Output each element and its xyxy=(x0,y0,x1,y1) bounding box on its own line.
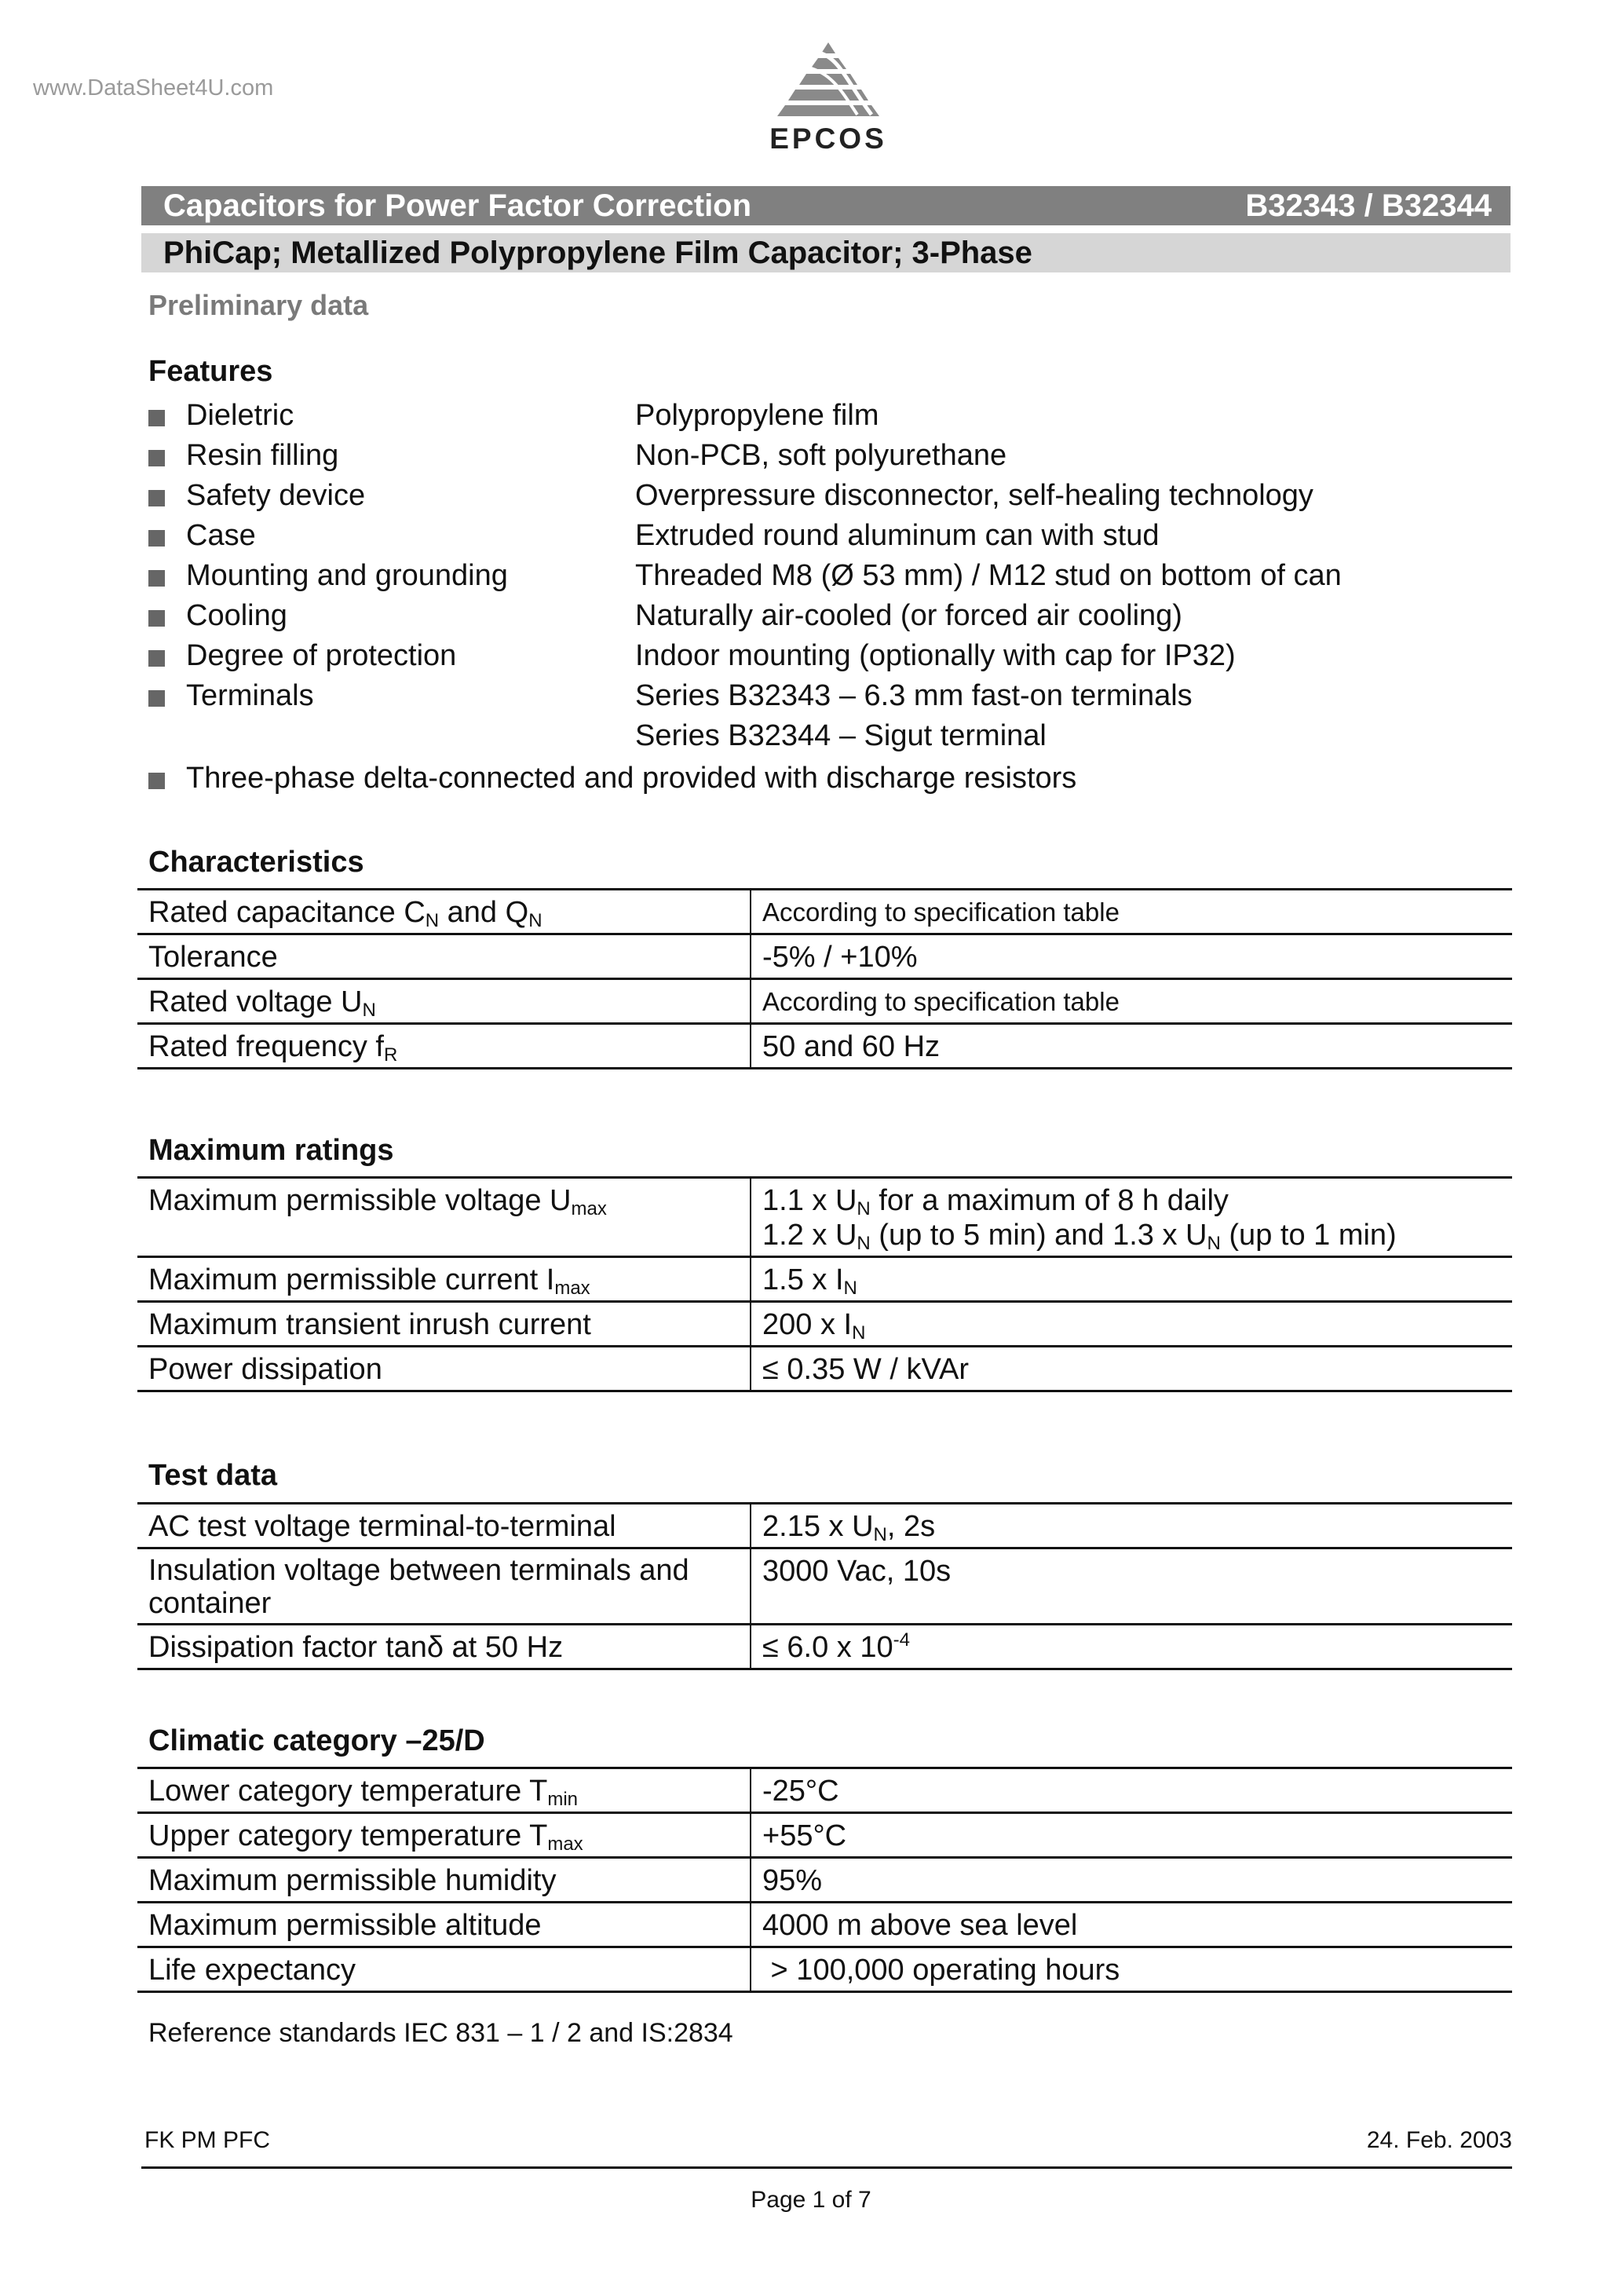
subtitle-bar xyxy=(141,233,1511,272)
bullet-icon xyxy=(148,773,165,789)
row-label: Life expectancy xyxy=(137,1947,751,1992)
feature-item: Three-phase delta-connected and provided with discharge resistors xyxy=(148,762,1483,801)
row-value: 2.15 x $U_N$, 2s xyxy=(751,1504,1512,1548)
document-title: Capacitors for Power Factor Correction xyxy=(163,188,752,223)
title-bar xyxy=(141,186,1511,225)
table-row xyxy=(137,1347,1512,1391)
row-label: Maximum permissible humidity xyxy=(137,1858,751,1903)
bullet-icon xyxy=(148,450,165,466)
row-label: Maximum permissible voltage $U_{max}$ xyxy=(137,1178,751,1257)
table-row xyxy=(137,1813,1512,1858)
row-value: 200 x $I_N$ xyxy=(751,1302,1512,1347)
features-heading: Features xyxy=(148,355,273,388)
footer-department: FK PM PFC xyxy=(144,2127,271,2153)
feature-item: Dieletric Polypropylene film xyxy=(148,399,1483,438)
row-value: 1.5 x $I_N$ xyxy=(751,1257,1512,1302)
row-value: 4000 m above sea level xyxy=(751,1903,1512,1947)
feature-item-continuation: Series B32344 – Sigut terminal xyxy=(635,719,1047,752)
row-value: -25°C xyxy=(751,1768,1512,1813)
part-numbers: B32343 / B32344 xyxy=(1245,188,1492,223)
row-label: AC test voltage terminal-to-terminal xyxy=(137,1504,751,1548)
table-row xyxy=(137,1302,1512,1347)
bullet-icon xyxy=(148,690,165,707)
feature-item: Degree of protection Indoor mounting (optionally with cap for IP32) xyxy=(148,639,1483,678)
row-label: Rated capacitance $C_N$ and $Q_N$ xyxy=(137,890,751,934)
table-row xyxy=(137,1504,1512,1548)
table-row xyxy=(137,1625,1512,1669)
row-label: Upper category temperature $T_{max}$ xyxy=(137,1813,751,1858)
footer-date: 24. Feb. 2003 xyxy=(1366,2127,1512,2153)
row-label: Maximum permissible current $I_{max}$ xyxy=(137,1257,751,1302)
climatic-table xyxy=(137,1767,1512,1993)
row-value: ≤ 0.35 W / kVAr xyxy=(751,1347,1512,1391)
row-value: 95% xyxy=(751,1858,1512,1903)
table-row xyxy=(137,1768,1512,1813)
feature-item: Safety device Overpressure disconnector, self-healing technology xyxy=(148,479,1483,518)
characteristics-table xyxy=(137,888,1512,1069)
table-row xyxy=(137,1024,1512,1069)
table-row xyxy=(137,1257,1512,1302)
row-value: According to specification table xyxy=(751,890,1512,934)
feature-item: Case Extruded round aluminum can with stud xyxy=(148,519,1483,558)
row-label: Power dissipation xyxy=(137,1347,751,1391)
table-row xyxy=(137,1548,1512,1625)
page-number: Page 1 of 7 xyxy=(751,2187,871,2213)
row-label: Maximum permissible altitude xyxy=(137,1903,751,1947)
table-row xyxy=(137,1947,1512,1992)
table-row xyxy=(137,979,1512,1024)
watermark: www.DataSheet4U.com xyxy=(33,75,274,101)
table-row xyxy=(137,890,1512,934)
table-row xyxy=(137,1178,1512,1257)
row-value: ≤ 6.0 x $10^{-4}$ xyxy=(751,1625,1512,1669)
feature-item: Resin filling Non-PCB, soft polyurethane xyxy=(148,439,1483,478)
table-row xyxy=(137,1858,1512,1903)
row-label: Lower category temperature $T_{min}$ xyxy=(137,1768,751,1813)
characteristics-heading: Characteristics xyxy=(148,846,364,879)
epcos-logo-icon xyxy=(754,36,903,122)
bullet-icon xyxy=(148,650,165,667)
epcos-logo xyxy=(754,36,903,162)
climatic-heading: Climatic category –25/D xyxy=(148,1724,485,1757)
status-label: Preliminary data xyxy=(148,289,369,321)
row-label: Tolerance xyxy=(137,934,751,979)
table-row xyxy=(137,934,1512,979)
bullet-icon xyxy=(148,490,165,506)
bullet-icon xyxy=(148,410,165,426)
row-label: Maximum transient inrush current xyxy=(137,1302,751,1347)
row-value: > 100,000 operating hours xyxy=(751,1947,1512,1992)
row-value: According to specification table xyxy=(751,979,1512,1024)
feature-item: Mounting and grounding Threaded M8 (Ø 53 mm) / M12 stud on bottom of can xyxy=(148,559,1483,598)
footer-divider xyxy=(141,2166,1512,2169)
bullet-icon xyxy=(148,570,165,587)
bullet-icon xyxy=(148,530,165,547)
row-value: 50 and 60 Hz xyxy=(751,1024,1512,1069)
row-value: 1.1 x $U_N$ for a maximum of 8 h daily 1.2 x $U_N$ (up to 5 min) and 1.3 x $U_N$ (up to 1 min) xyxy=(751,1178,1512,1257)
row-label: Rated voltage $U_N$ xyxy=(137,979,751,1024)
feature-item: Cooling Naturally air-cooled (or forced air cooling) xyxy=(148,599,1483,638)
max-ratings-table xyxy=(137,1176,1512,1392)
row-value: -5% / +10% xyxy=(751,934,1512,979)
document-subtitle: PhiCap; Metallized Polypropylene Film Capacitor; 3-Phase xyxy=(163,236,1032,270)
bullet-icon xyxy=(148,610,165,627)
row-value: 3000 Vac, 10s xyxy=(751,1548,1512,1625)
test-data-table xyxy=(137,1502,1512,1670)
row-value: +55°C xyxy=(751,1813,1512,1858)
row-label: Rated frequency $f_R$ xyxy=(137,1024,751,1069)
row-label: Insulation voltage between terminals and container xyxy=(137,1548,751,1625)
max-ratings-heading: Maximum ratings xyxy=(148,1134,394,1167)
feature-item: Terminals Series B32343 – 6.3 mm fast-on terminals xyxy=(148,679,1483,718)
test-data-heading: Test data xyxy=(148,1459,278,1492)
reference-standards: Reference standards IEC 831 – 1 / 2 and IS:2834 xyxy=(148,2018,733,2048)
row-label: Dissipation factor tanδ at 50 Hz xyxy=(137,1625,751,1669)
logo-text: EPCOS xyxy=(769,122,887,155)
table-row xyxy=(137,1903,1512,1947)
